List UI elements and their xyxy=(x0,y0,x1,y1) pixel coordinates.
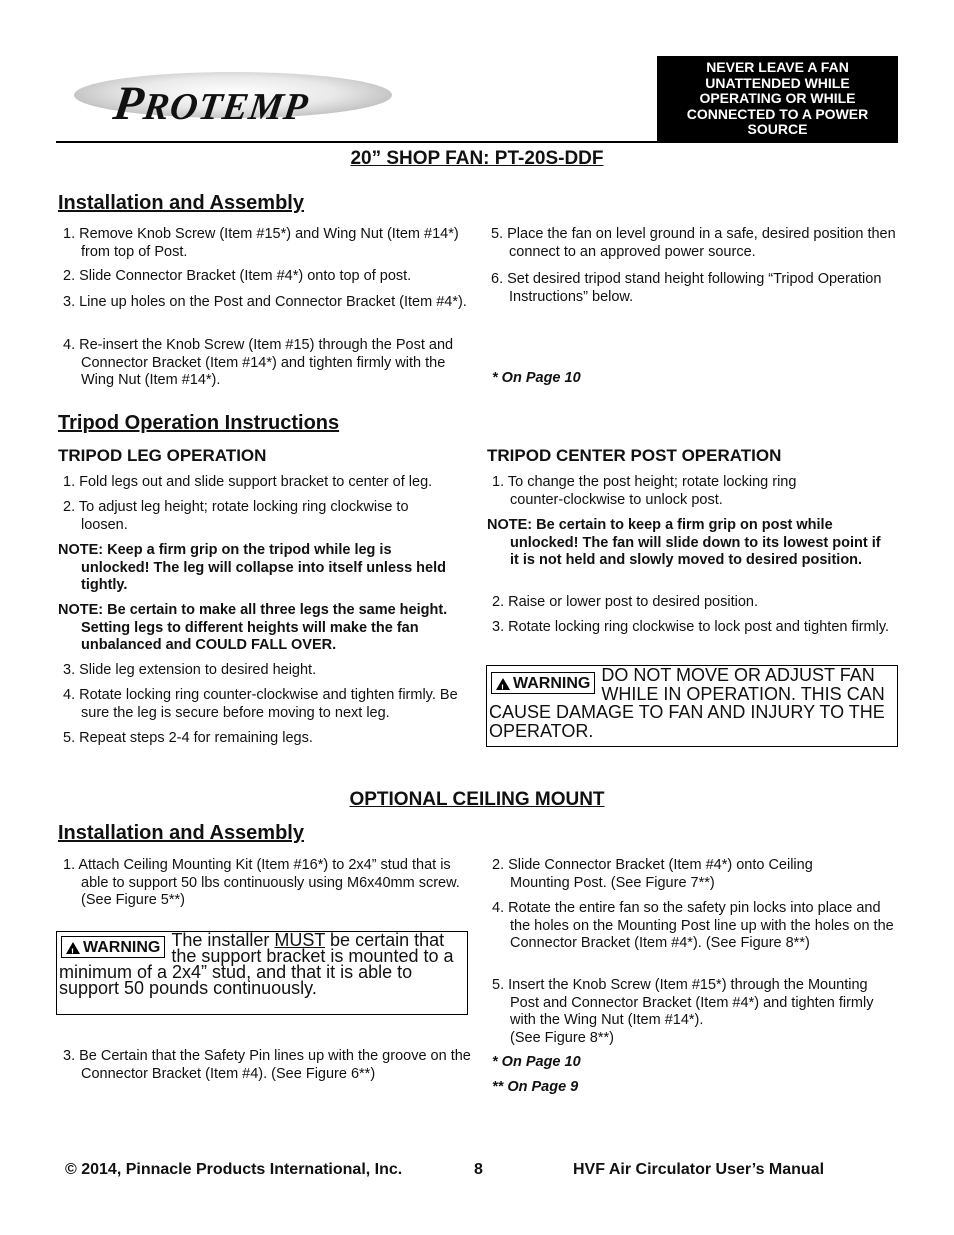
ceiling-step-4: 4. Rotate the entire fan so the safety pin locks into place and the holes on the Mounting Post line up with the holes on the Connector Bracket (Item #4*). (See Figure 8**) xyxy=(492,900,894,951)
logo-wordmark: PROTEMP xyxy=(110,77,312,130)
leg-step-2: 2. To adjust leg height; rotate locking ring clockwise to loosen. xyxy=(63,499,409,533)
tripod-warning-text: DO NOT MOVE OR ADJUST FAN WHILE IN OPERATION. THIS CAN CAUSE DAMAGE TO FAN AND INJURY TO THE OPERATOR. xyxy=(489,665,885,741)
post-note: NOTE: Be certain to keep a firm grip on post while unlocked! The fan will slide down to its lowest point if it is not held and slowly moved to desired position. xyxy=(487,517,881,568)
tripod-post-heading: TRIPOD CENTER POST OPERATION xyxy=(487,446,782,465)
leg-step-5: 5. Repeat steps 2-4 for remaining legs. xyxy=(63,730,313,746)
footer-copyright: © 2014, Pinnacle Products International, Inc. xyxy=(65,1161,403,1178)
tripod-leg-heading: TRIPOD LEG OPERATION xyxy=(58,446,267,465)
post-step-3: 3. Rotate locking ring clockwise to lock post and tighten firmly. xyxy=(492,619,890,635)
ceiling-warning-text: The installer MUST be certain that the support bracket is mounted to a minimum of a 2x4” stud, and that it is able to support 50 pounds continuously. xyxy=(59,930,454,998)
installation-step-1: 1. Remove Knob Screw (Item #15*) and Wing Nut (Item #14*) from top of Post. xyxy=(63,226,459,260)
warning-triangle-icon xyxy=(66,942,80,954)
ceiling-step-2: 2. Slide Connector Bracket (Item #4*) onto Ceiling Mounting Post. (See Figure 7**) xyxy=(492,857,813,891)
installation-step-6: 6. Set desired tripod stand height following “Tripod Operation Instructions” below. xyxy=(491,271,882,305)
installation-step-3: 3. Line up holes on the Post and Connector Bracket (Item #4*). xyxy=(63,294,467,310)
warning-label-text: WARNING xyxy=(83,939,161,956)
leg-step-4: 4. Rotate locking ring counter-clockwise and tighten firmly. Be sure the leg is secure before moving to next leg. xyxy=(63,687,458,721)
ceiling-step-5-figure: (See Figure 8**) xyxy=(510,1029,614,1046)
ceiling-footnote-1: * On Page 10 xyxy=(492,1054,581,1070)
ceiling-warning-box xyxy=(56,931,468,1015)
ceiling-step-1: 1. Attach Ceiling Mounting Kit (Item #16*) to 2x4” stud that is able to support 50 lbs continuously using M6x40mm screw. (See Figure 5**) xyxy=(63,857,460,908)
ceiling-footnote-2: ** On Page 9 xyxy=(492,1079,579,1095)
tripod-heading: Tripod Operation Instructions xyxy=(58,412,340,434)
leg-note-2: NOTE: Be certain to make all three legs the same height. Setting legs to different heights will make the fan unbalanced and COULD FALL OVER. xyxy=(58,602,448,653)
installation-step-2: 2. Slide Connector Bracket (Item #4*) onto top of post. xyxy=(63,268,412,284)
must-emphasis: MUST xyxy=(274,930,326,950)
installation-step-4: 4. Re-insert the Knob Screw (Item #15) through the Post and Connector Bracket (Item #14*) and tighten firmly with the Wing Nut (Item #14*). xyxy=(63,337,454,388)
warning-label-text: WARNING xyxy=(513,675,591,692)
ceiling-mount-title: OPTIONAL CEILING MOUNT xyxy=(349,789,605,810)
page-title: 20” SHOP FAN: PT-20S-DDF xyxy=(350,148,604,169)
post-step-2: 2. Raise or lower post to desired position. xyxy=(492,594,758,610)
safety-notice-box: NEVER LEAVE A FAN UNATTENDED WHILE OPERATING OR WHILE CONNECTED TO A POWER SOURCE xyxy=(657,56,898,142)
footer-manual-title: HVF Air Circulator User’s Manual xyxy=(573,1161,825,1178)
ceiling-step-3: 3. Be Certain that the Safety Pin lines up with the groove on the Connector Bracket (Item #4). (See Figure 6**) xyxy=(63,1048,471,1082)
tripod-warning-box xyxy=(486,665,898,747)
installation-heading: Installation and Assembly xyxy=(58,192,304,214)
ceiling-installation-heading: Installation and Assembly xyxy=(58,822,304,844)
ceiling-step-5-text: 5. Insert the Knob Screw (Item #15*) through the Mounting Post and Connector Bracket (Item #4*) and tighten firmly with the Wing Nut (Item #14*). xyxy=(492,977,874,1028)
warning-label xyxy=(491,672,595,694)
protemp-logo xyxy=(74,62,394,130)
leg-step-3: 3. Slide leg extension to desired height. xyxy=(63,662,317,678)
installation-footnote: * On Page 10 xyxy=(492,370,581,386)
post-step-1: 1. To change the post height; rotate locking ring counter-clockwise to unlock post. xyxy=(492,474,797,508)
header-divider xyxy=(56,141,898,143)
warning-triangle-icon xyxy=(496,678,510,690)
leg-note-1: NOTE: Keep a firm grip on the tripod while leg is unlocked! The leg will collapse into itself unless held tightly. xyxy=(58,542,446,593)
page-number: 8 xyxy=(474,1161,483,1178)
installation-step-5: 5. Place the fan on level ground in a safe, desired position then connect to an approved power source. xyxy=(491,226,896,260)
warning-label xyxy=(61,936,165,958)
ceiling-step-5 xyxy=(487,977,885,1047)
leg-step-1: 1. Fold legs out and slide support bracket to center of leg. xyxy=(63,474,433,490)
